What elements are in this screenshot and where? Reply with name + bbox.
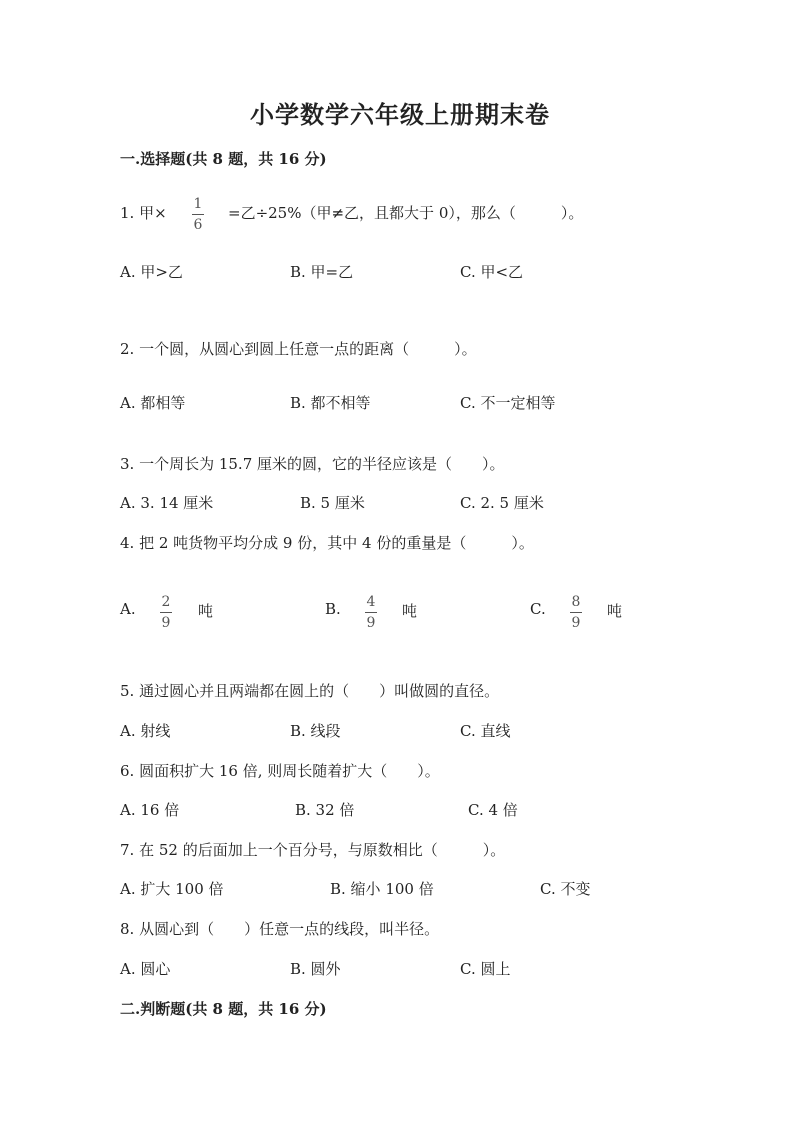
question-8-option-b[interactable]: B. 圆外 — [290, 960, 341, 978]
page-title: 小学数学六年级上册期末卷 — [250, 100, 550, 129]
fraction-numerator: 1 — [193, 196, 203, 212]
question-4-option-b-fraction — [365, 594, 377, 631]
question-1-option-c[interactable]: C. 甲<乙 — [460, 263, 524, 281]
question-1-option-b[interactable]: B. 甲=乙 — [290, 263, 354, 281]
question-1-prefix: 1. 甲× — [120, 204, 167, 222]
fraction-numerator: 4 — [366, 594, 376, 610]
section-heading-judgment: 二.判断题(共 8 题，共 16 分) — [120, 1000, 327, 1018]
question-7-text: 7. 在 52 的后面加上一个百分号，与原数相比（ ）。 — [120, 841, 506, 859]
question-3-option-b[interactable]: B. 5 厘米 — [300, 494, 365, 512]
question-3-option-c[interactable]: C. 2. 5 厘米 — [460, 494, 544, 512]
question-5-text: 5. 通过圆心并且两端都在圆上的（ ）叫做圆的直径。 — [120, 682, 500, 700]
question-3-option-a[interactable]: A. 3. 14 厘米 — [120, 494, 214, 512]
question-8-option-c[interactable]: C. 圆上 — [460, 960, 511, 978]
question-4-text: 4. 把 2 吨货物平均分成 9 份，其中 4 份的重量是（ ）。 — [120, 534, 534, 552]
question-4-option-b-unit: 吨 — [402, 602, 418, 620]
question-6-text: 6. 圆面积扩大 16 倍, 则周长随着扩大（ ）。 — [120, 762, 440, 780]
question-7-option-a[interactable]: A. 扩大 100 倍 — [120, 880, 224, 898]
question-2-option-b[interactable]: B. 都不相等 — [290, 394, 371, 412]
question-1-fraction — [192, 196, 204, 233]
question-5-option-b[interactable]: B. 线段 — [290, 722, 341, 740]
question-4-option-c-unit: 吨 — [607, 602, 623, 620]
question-7-option-b[interactable]: B. 缩小 100 倍 — [330, 880, 434, 898]
question-4-option-c-label[interactable]: C. — [530, 600, 546, 618]
question-8-text: 8. 从圆心到（ ）任意一点的线段，叫半径。 — [120, 920, 440, 938]
question-6-option-b[interactable]: B. 32 倍 — [295, 801, 355, 819]
question-5-option-c[interactable]: C. 直线 — [460, 722, 511, 740]
fraction-denominator: 6 — [193, 217, 203, 233]
fraction-denominator: 9 — [161, 615, 171, 631]
question-2-option-a[interactable]: A. 都相等 — [120, 394, 186, 412]
section-heading-choice: 一.选择题(共 8 题，共 16 分) — [120, 150, 327, 168]
question-8-option-a[interactable]: A. 圆心 — [120, 960, 171, 978]
question-6-option-c[interactable]: C. 4 倍 — [468, 801, 518, 819]
question-4-option-a-label[interactable]: A. — [120, 600, 136, 618]
question-5-option-a[interactable]: A. 射线 — [120, 722, 171, 740]
question-3-text: 3. 一个周长为 15.7 厘米的圆，它的半径应该是（ ）。 — [120, 455, 505, 473]
question-1-option-a[interactable]: A. 甲>乙 — [120, 263, 183, 281]
fraction-bar — [570, 612, 582, 613]
question-4-option-c-fraction — [570, 594, 582, 631]
fraction-denominator: 9 — [366, 615, 376, 631]
question-2-text: 2. 一个圆，从圆心到圆上任意一点的距离（ ）。 — [120, 340, 477, 358]
question-6-option-a[interactable]: A. 16 倍 — [120, 801, 180, 819]
question-1-suffix: =乙÷25%（甲≠乙，且都大于 0），那么（ ）。 — [228, 204, 584, 222]
question-2-option-c[interactable]: C. 不一定相等 — [460, 394, 556, 412]
fraction-numerator: 8 — [571, 594, 581, 610]
question-4-option-a-fraction — [160, 594, 172, 631]
fraction-bar — [365, 612, 377, 613]
fraction-bar — [192, 214, 204, 215]
question-7-option-c[interactable]: C. 不变 — [540, 880, 591, 898]
fraction-numerator: 2 — [161, 594, 171, 610]
question-4-option-a-unit: 吨 — [198, 602, 214, 620]
fraction-denominator: 9 — [571, 615, 581, 631]
fraction-bar — [160, 612, 172, 613]
question-4-option-b-label[interactable]: B. — [325, 600, 341, 618]
